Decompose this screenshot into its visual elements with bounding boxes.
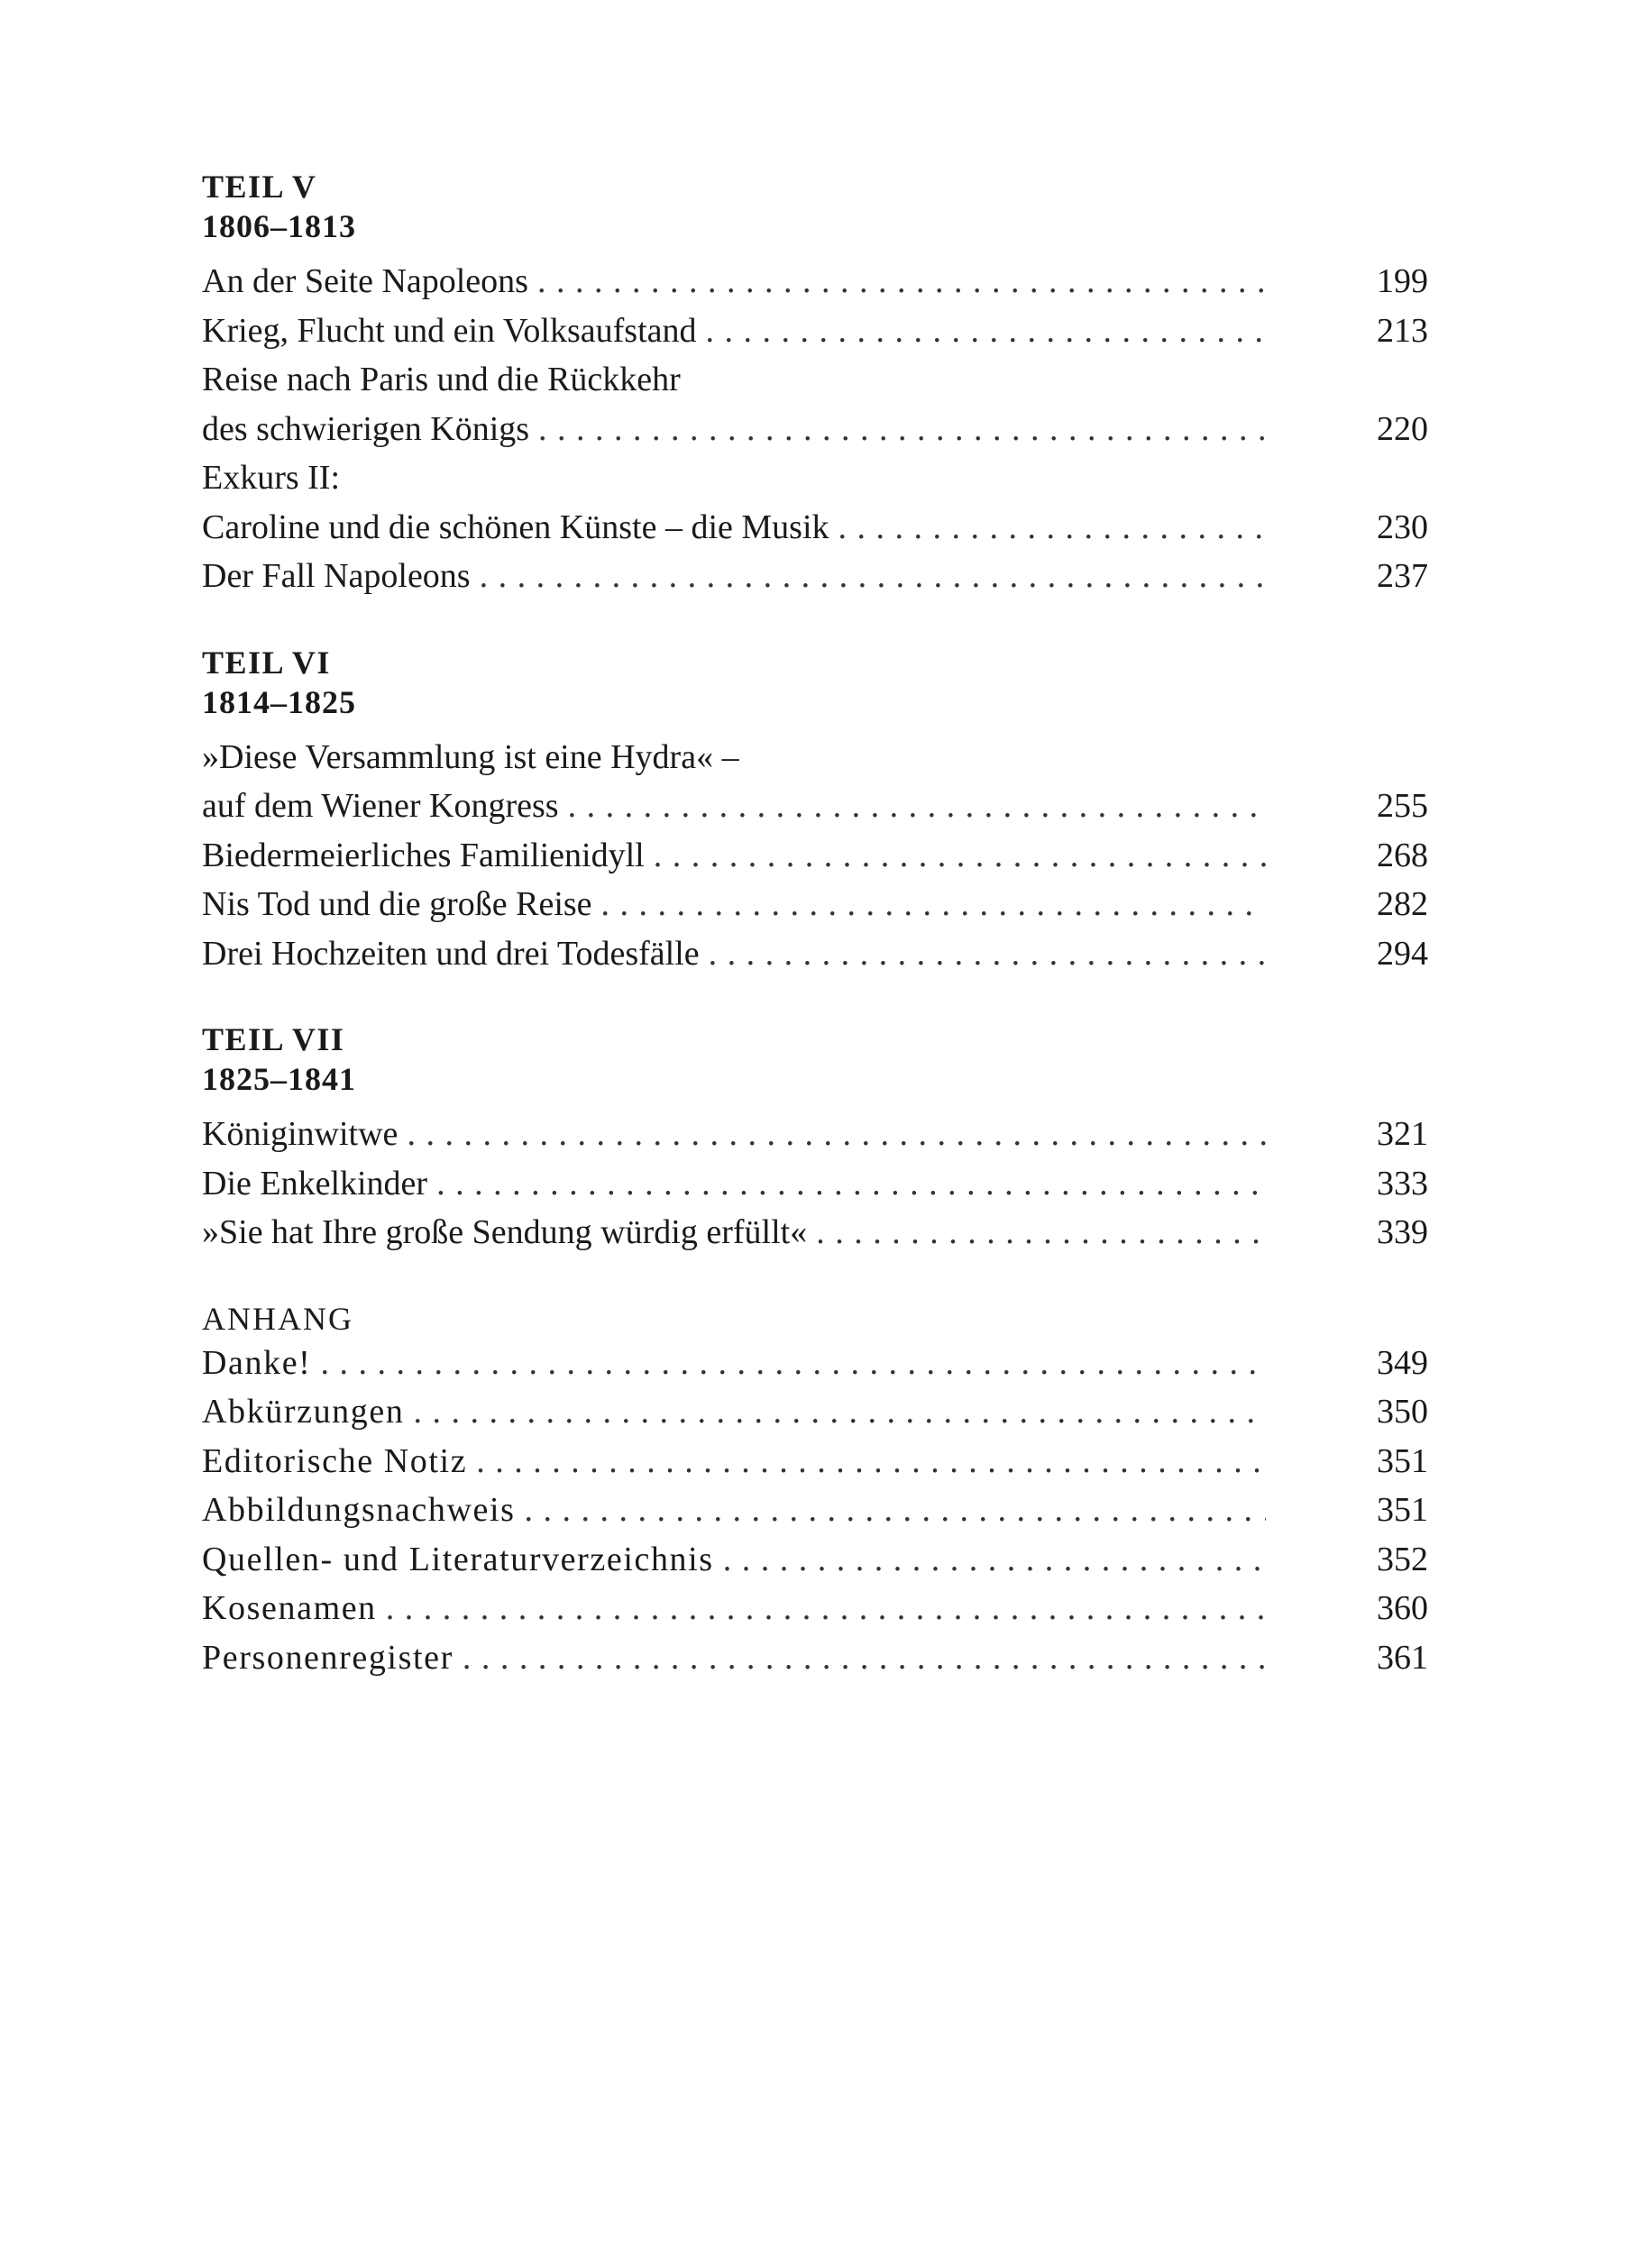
dot-leader [454, 1633, 1266, 1683]
entry-page-number: 220 [1377, 409, 1428, 448]
section-heading: TEIL V [202, 169, 317, 205]
entry-page-number: 351 [1377, 1441, 1428, 1480]
toc-entries [202, 733, 1428, 979]
entry-title: Caroline und die schönen Künste – die Musik [202, 508, 829, 546]
entry-page-number: 294 [1377, 934, 1428, 973]
toc-entry [202, 929, 1428, 979]
dot-leader [311, 1339, 1266, 1388]
entry-title-first-line: Exkurs II: [202, 459, 341, 497]
toc-section-appendix [202, 1299, 1428, 1683]
entry-page-number: 237 [1377, 557, 1428, 595]
entry-title: Abbildungsnachweis [202, 1491, 516, 1529]
toc-entry [202, 1633, 1428, 1683]
dot-leader [592, 880, 1266, 929]
entry-title: Königinwitwe [202, 1115, 399, 1153]
entry-page-number: 349 [1377, 1343, 1428, 1382]
entry-page-number: 213 [1377, 311, 1428, 350]
entry-title: Kosenamen [202, 1589, 377, 1627]
entry-title: »Sie hat Ihre große Sendung würdig erfüllt« [202, 1213, 808, 1251]
toc-entries [202, 1339, 1428, 1683]
toc-entry [202, 257, 1428, 306]
dot-leader [467, 1437, 1266, 1486]
dot-leader [645, 831, 1266, 881]
dot-leader [398, 1110, 1266, 1159]
dot-leader [516, 1486, 1266, 1535]
entry-page-number: 360 [1377, 1589, 1428, 1627]
dot-leader [807, 1208, 1266, 1257]
section-years: 1814–1825 [202, 683, 356, 720]
entry-title-first-line: Reise nach Paris und die Rückkehr [202, 361, 681, 398]
entry-title: Der Fall Napoleons [202, 557, 471, 595]
entry-page-number: 333 [1377, 1164, 1428, 1203]
entry-title: An der Seite Napoleons [202, 262, 528, 300]
toc-entry [202, 782, 1428, 831]
toc-section-part-6 [202, 643, 1428, 979]
toc-entry [202, 1584, 1428, 1633]
entry-title: Abkürzungen [202, 1393, 405, 1431]
entry-page-number: 339 [1377, 1213, 1428, 1251]
entry-page-number: 199 [1377, 262, 1428, 300]
entry-title: Editorische Notiz [202, 1441, 468, 1480]
toc-section-part-7 [202, 1020, 1428, 1257]
toc-entry [202, 831, 1428, 881]
entry-page-number: 352 [1377, 1540, 1428, 1578]
entry-page-number: 230 [1377, 508, 1428, 546]
toc-entry [202, 1437, 1428, 1486]
toc-section-part-5 [202, 167, 1428, 601]
toc-entry [202, 1339, 1428, 1388]
dot-leader [700, 929, 1266, 979]
entry-title: Drei Hochzeiten und drei Todesfälle [202, 934, 700, 973]
entry-title: auf dem Wiener Kongress [202, 787, 559, 825]
toc-entry [202, 880, 1428, 929]
toc-entry [202, 1159, 1428, 1209]
dot-leader [377, 1584, 1266, 1633]
toc-entry [202, 1535, 1428, 1585]
entry-title: des schwierigen Königs [202, 409, 530, 448]
section-heading: ANHANG [202, 1300, 353, 1337]
dot-leader [528, 257, 1266, 306]
toc-entries [202, 1110, 1428, 1257]
entry-page-number: 350 [1377, 1393, 1428, 1431]
entry-page-number: 351 [1377, 1491, 1428, 1529]
dot-leader [427, 1159, 1266, 1209]
dot-leader [559, 782, 1266, 831]
toc-entries [202, 257, 1428, 601]
entry-page-number: 361 [1377, 1638, 1428, 1677]
entry-title: Krieg, Flucht und ein Volksaufstand [202, 311, 697, 350]
toc-entry [202, 503, 1428, 553]
entry-page-number: 321 [1377, 1115, 1428, 1153]
entry-title: Biedermeierliches Familienidyll [202, 836, 645, 874]
entry-title-first-line: »Diese Versammlung ist eine Hydra« – [202, 737, 739, 776]
dot-leader [471, 552, 1266, 601]
section-years: 1825–1841 [202, 1061, 356, 1097]
entry-page-number: 282 [1377, 885, 1428, 923]
entry-title: Personenregister [202, 1638, 454, 1677]
entry-page-number: 255 [1377, 787, 1428, 825]
dot-leader [714, 1535, 1266, 1585]
entry-title: Quellen- und Literaturverzeichnis [202, 1540, 714, 1578]
dot-leader [697, 306, 1267, 356]
section-heading: TEIL VII [202, 1021, 345, 1057]
dot-leader [404, 1387, 1266, 1437]
toc-entry [202, 405, 1428, 454]
toc-entry [202, 552, 1428, 601]
section-years: 1806–1813 [202, 208, 356, 244]
toc-entry [202, 1387, 1428, 1437]
toc-entry [202, 1110, 1428, 1159]
dot-leader [829, 503, 1266, 553]
dot-leader [529, 405, 1266, 454]
toc-entry [202, 1486, 1428, 1535]
toc-entry [202, 1208, 1428, 1257]
section-heading: TEIL VI [202, 644, 331, 681]
entry-title: Die Enkelkinder [202, 1164, 428, 1203]
entry-title: Nis Tod und die große Reise [202, 885, 592, 923]
entry-page-number: 268 [1377, 836, 1428, 874]
entry-title: Danke! [202, 1343, 312, 1382]
toc-entry [202, 306, 1428, 356]
table-of-contents [202, 167, 1428, 1724]
